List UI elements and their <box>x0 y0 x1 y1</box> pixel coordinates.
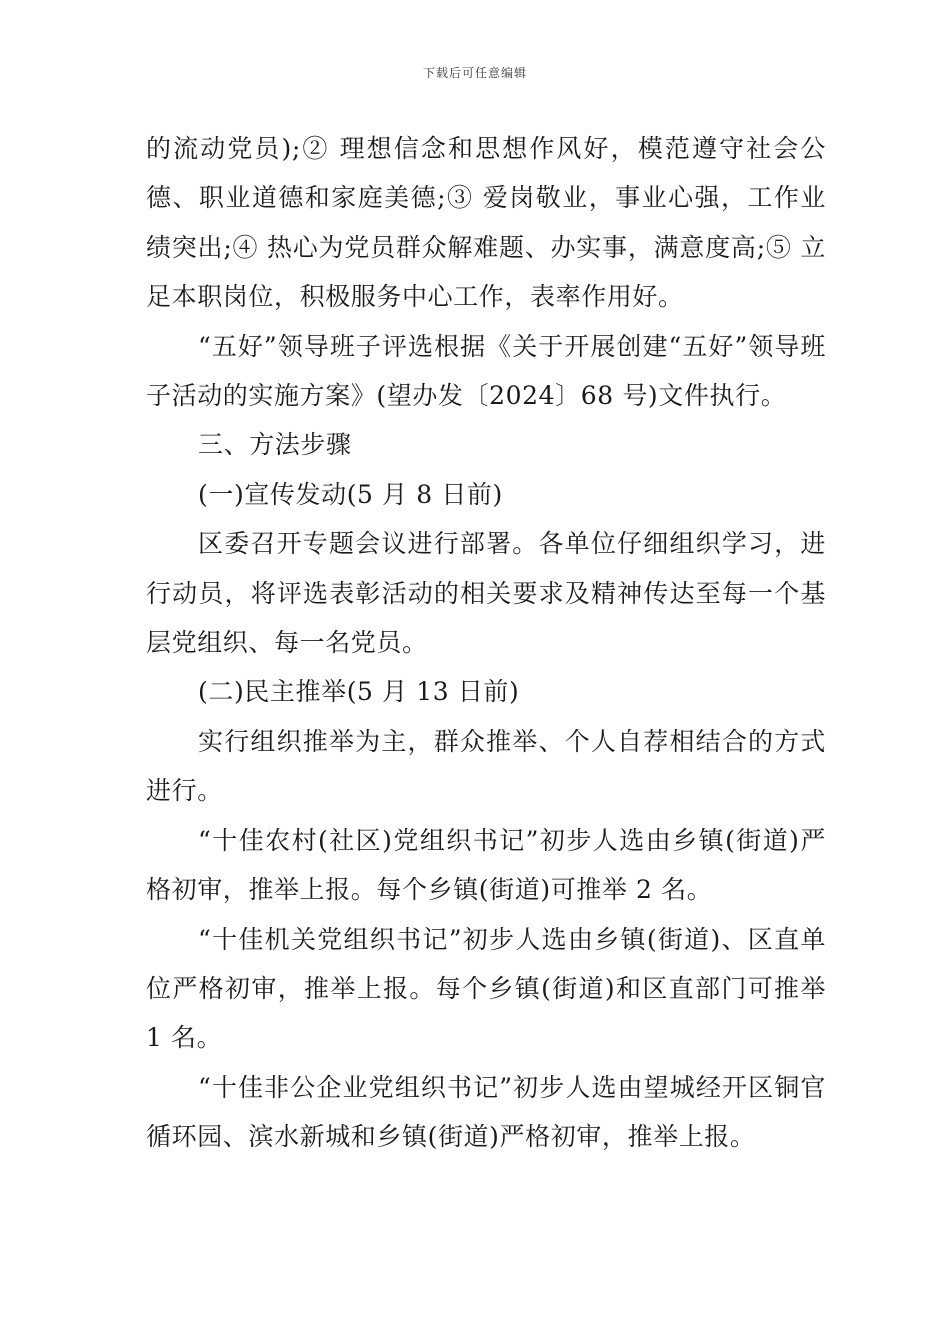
page-header-note: 下载后可任意编辑 <box>422 66 527 80</box>
subheading-recommendation: (二)民主推举(5 月 13 日前) <box>198 677 520 707</box>
paragraph-criteria-continued: 的流动党员);② 理想信念和思想作风好，模范遵守社会公德、职业道德和家庭美德;③ 爱岗敬业，事业心强，工作业绩突出;④ 热心为党员群众解难题、办实事，满意度高;⑤ 立足本职岗位，积极服务中心工作，表率作用好。 <box>146 134 826 312</box>
section-heading-methods: 三、方法步骤 <box>198 430 352 460</box>
paragraph-publicity: 区委召开专题会议进行部署。各单位仔细组织学习，进行动员，将评选表彰活动的相关要求及精神传达至每一个基层党组织、每一名党员。 <box>146 529 826 658</box>
paragraph-nonpublic-secretary: “十佳非公企业党组织书记”初步人选由望城经开区铜官循环园、滨水新城和乡镇(街道)严格初审，推举上报。 <box>146 1072 826 1152</box>
document-body <box>146 124 826 1162</box>
paragraph-rural-secretary: “十佳农村(社区)党组织书记”初步人选由乡镇(街道)严格初审，推举上报。每个乡镇(街道)可推举 2 名。 <box>146 825 826 905</box>
paragraph-agency-secretary: “十佳机关党组织书记”初步人选由乡镇(街道)、区直单位严格初审，推举上报。每个乡镇(街道)和区直部门可推举 1 名。 <box>146 924 826 1053</box>
subheading-publicity: (一)宣传发动(5 月 8 日前) <box>198 479 503 509</box>
paragraph-recommendation-method: 实行组织推举为主，群众推举、个人自荐相结合的方式进行。 <box>146 726 826 806</box>
paragraph-five-good-basis: “五好”领导班子评选根据《关于开展创建“五好”领导班子活动的实施方案》(望办发〔2024〕68 号)文件执行。 <box>146 331 826 411</box>
